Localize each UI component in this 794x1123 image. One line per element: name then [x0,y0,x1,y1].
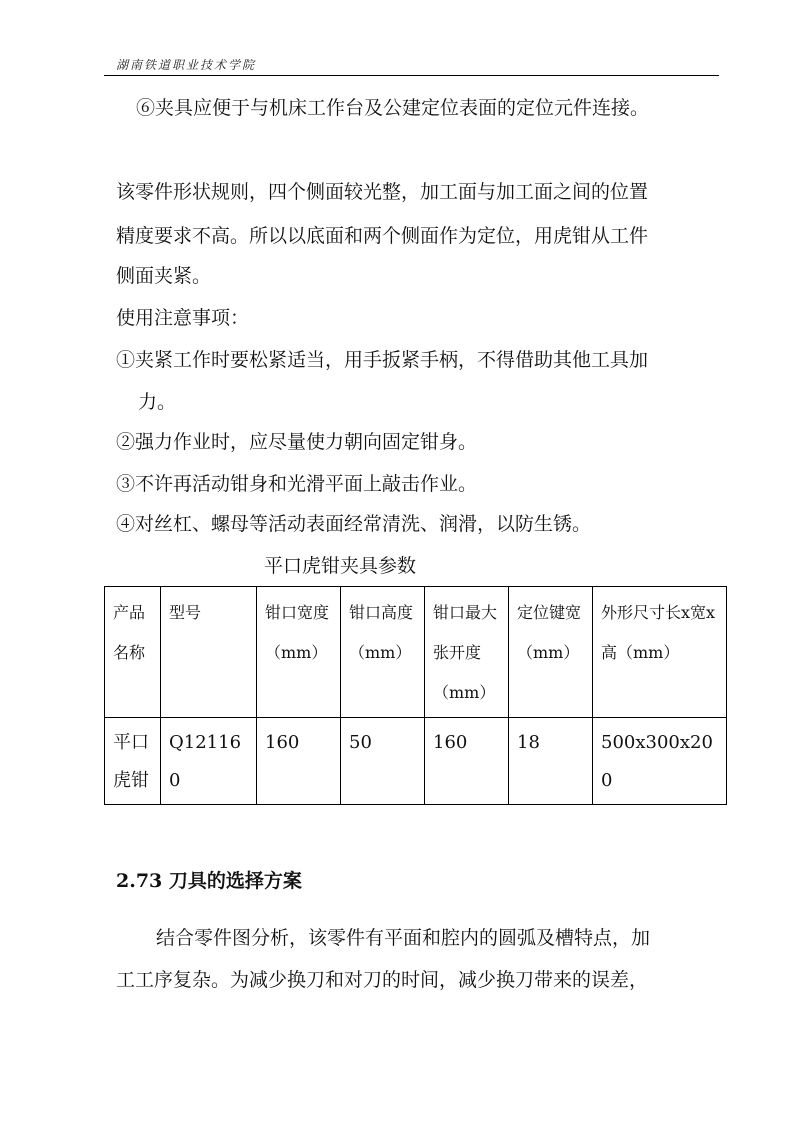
paragraph-analysis-line-1: 该零件形状规则，四个侧面较光整，加工面与加工面之间的位置 [116,181,649,203]
section-paragraph-line-2: 工工序复杂。为减少换刀和对刀的时间，减少换刀带来的误差， [116,969,649,991]
section-title: 2.73 刀具的选择方案 [116,870,302,892]
cell-key-width: 18 [509,718,593,805]
header-cell-model: 型号 [161,587,257,718]
note-3: ③不许再活动钳身和光滑平面上敲击作业。 [116,473,478,495]
cell-model: Q121160 [161,718,257,805]
section-paragraph-line-1: 结合零件图分析，该零件有平面和腔内的圆弧及槽特点，加 [156,927,651,949]
header-cell-key-width: 定位键宽（mm） [509,587,593,718]
note-4: ④对丝杠、螺母等活动表面经常清洗、润滑，以防生锈。 [116,513,592,535]
paragraph-analysis-line-3: 侧面夹紧。 [116,265,212,287]
table-header-row [105,587,727,718]
paragraph-fixture-requirement-6: ⑥夹具应便于与机床工作台及公建定位表面的定位元件连接。 [136,97,650,119]
notes-heading: 使用注意事项： [116,307,250,329]
note-1-line-2: 力。 [138,391,177,413]
cell-dimensions: 500x300x200 [593,718,727,805]
header-divider [104,75,719,76]
vise-parameters-table [104,586,727,805]
header-cell-product-name: 产品名称 [105,587,161,718]
table-row [105,718,727,805]
paragraph-analysis-line-2: 精度要求不高。所以以底面和两个侧面作为定位，用虎钳从工件 [116,225,649,247]
header-institution: 湖南铁道职业技术学院 [116,58,257,72]
header-cell-jaw-height: 钳口高度（mm） [341,587,425,718]
header-cell-max-opening: 钳口最大张开度（mm） [425,587,509,718]
table-caption: 平口虎钳夹具参数 [264,555,417,577]
header-cell-jaw-width: 钳口宽度（mm） [257,587,341,718]
note-2: ②强力作业时，应尽量使力朝向固定钳身。 [116,431,478,453]
note-1-line-1: ①夹紧工作时要松紧适当，用手扳紧手柄，不得借助其他工具加 [116,349,649,371]
cell-jaw-width: 160 [257,718,341,805]
header-cell-dimensions: 外形尺寸长x宽x高（mm） [593,587,727,718]
cell-product-name: 平口虎钳 [105,718,161,805]
cell-max-opening: 160 [425,718,509,805]
cell-jaw-height: 50 [341,718,425,805]
